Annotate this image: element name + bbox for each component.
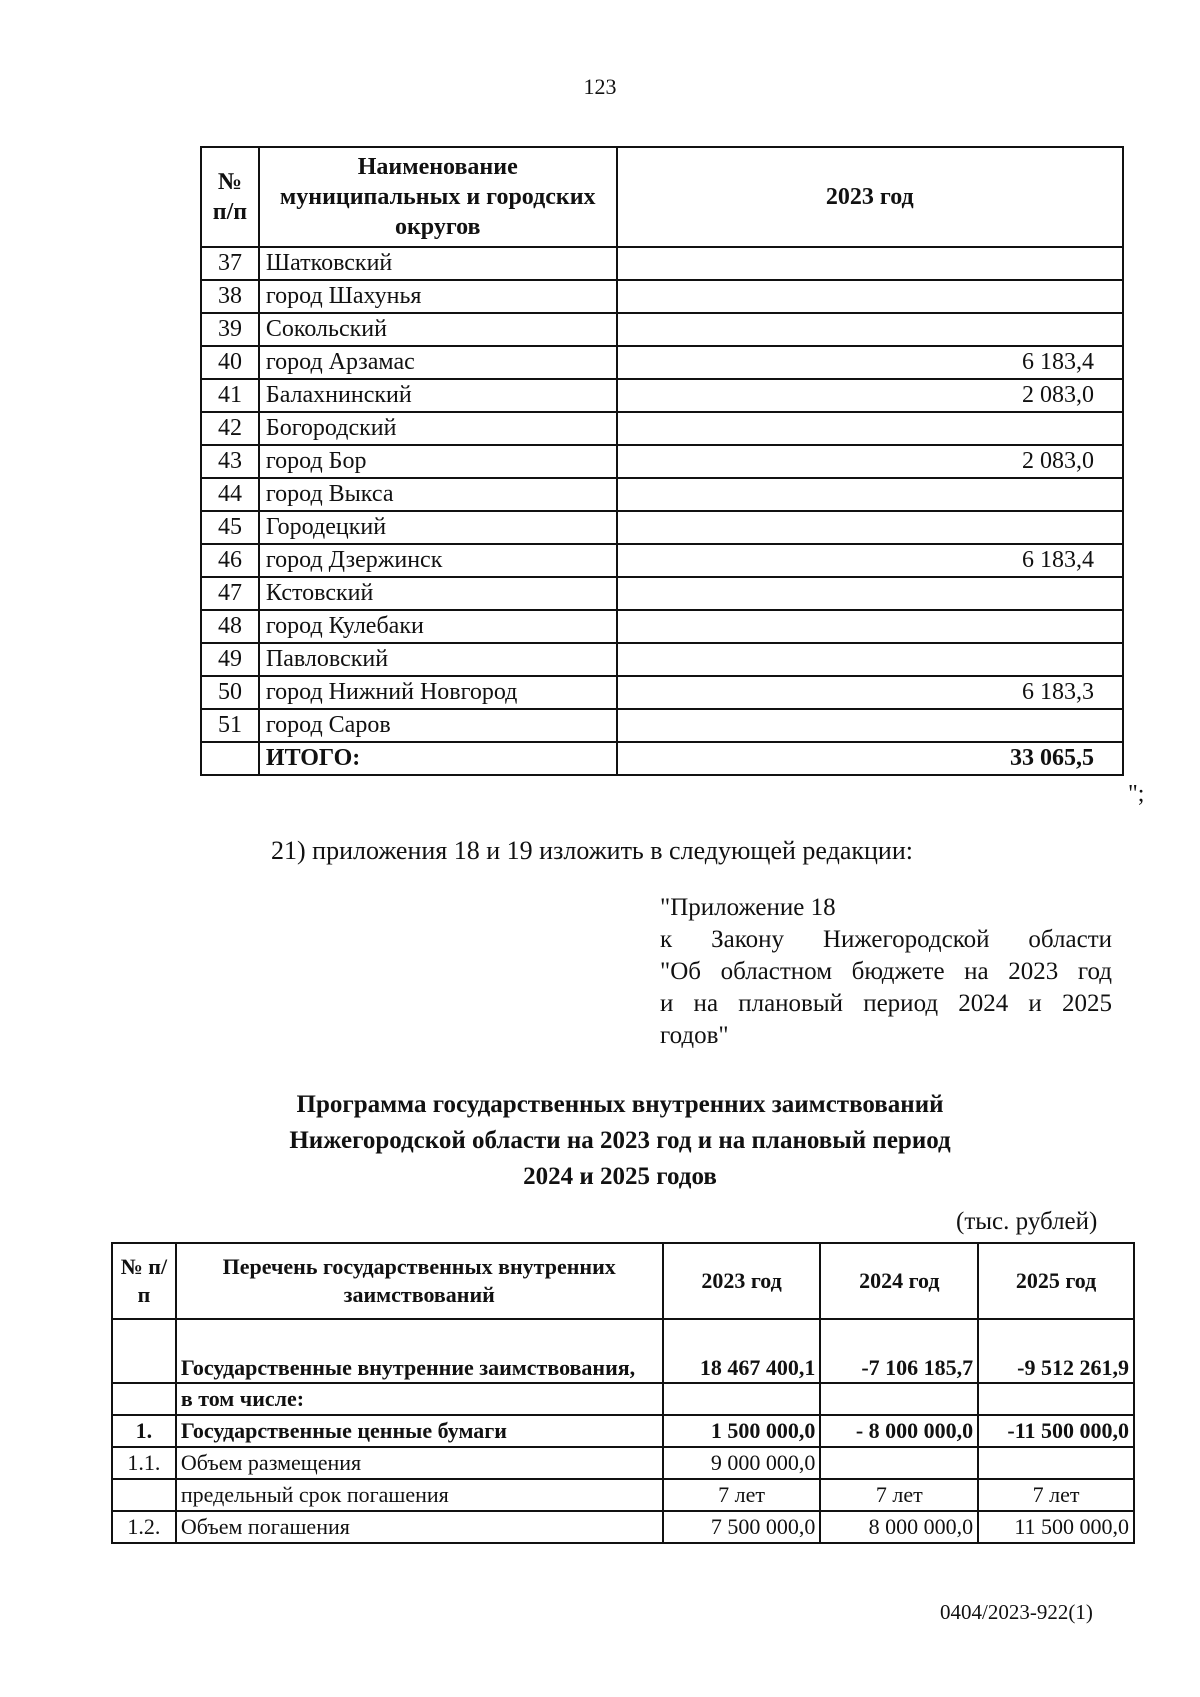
row-name: город Арзамас [259,346,617,379]
annex-header [660,892,1112,1052]
row-label: Государственные внутренние заимствования, [176,1319,663,1383]
amendment-item: 21) приложения 18 и 19 изложить в следующей редакции: [271,836,913,865]
row-value-2024 [820,1447,978,1479]
row-value [617,709,1123,742]
row-value-2023: 7 лет [663,1479,821,1511]
row-value-2025 [978,1383,1134,1415]
header-num: № п/п [112,1243,176,1319]
header-num: № п/п [201,147,259,247]
table-row [201,412,1123,445]
table-row [112,1415,1134,1447]
total-row [201,742,1123,775]
program-title [180,1087,1060,1195]
row-num: 40 [201,346,259,379]
row-value-2023: 7 500 000,0 [663,1511,821,1543]
row-num [112,1319,176,1383]
document-code: 0404/2023-922(1) [940,1600,1093,1624]
row-label: предельный срок погашения [176,1479,663,1511]
row-value-2024: 7 лет [820,1479,978,1511]
table-row [112,1383,1134,1415]
table-row [112,1479,1134,1511]
row-name: город Шахунья [259,280,617,313]
header-name: Наименование муниципальных и городских округов [259,147,617,247]
row-num: 51 [201,709,259,742]
row-value [617,478,1123,511]
table-row [201,577,1123,610]
table-row [112,1511,1134,1543]
row-value: 6 183,3 [617,676,1123,709]
page-number: 123 [583,74,617,99]
row-num: 44 [201,478,259,511]
row-name: город Выкса [259,478,617,511]
row-label: в том числе: [176,1383,663,1415]
annex-line: "Приложение 18 [660,894,836,921]
row-name: город Нижний Новгород [259,676,617,709]
table-header-row [112,1243,1134,1319]
header-2025: 2025 год [978,1243,1134,1319]
row-value [617,643,1123,676]
row-num: 49 [201,643,259,676]
total-num [201,742,259,775]
row-value [617,247,1123,280]
row-value-2025: -9 512 261,9 [978,1319,1134,1383]
row-value-2025 [978,1447,1134,1479]
table-row [201,511,1123,544]
table-row [201,313,1123,346]
row-label: Объем размещения [176,1447,663,1479]
total-label: ИТОГО: [259,742,617,775]
row-num: 42 [201,412,259,445]
row-value [617,577,1123,610]
row-name: Шатковский [259,247,617,280]
row-num: 1.2. [112,1511,176,1543]
row-num: 38 [201,280,259,313]
row-name: Городецкий [259,511,617,544]
table-row [201,478,1123,511]
row-num: 1. [112,1415,176,1447]
table-row [201,610,1123,643]
row-label: Государственные ценные бумаги [176,1415,663,1447]
table-row [201,346,1123,379]
row-num: 50 [201,676,259,709]
row-name: город Бор [259,445,617,478]
row-name: Богородский [259,412,617,445]
row-name: Кстовский [259,577,617,610]
row-num: 48 [201,610,259,643]
row-name: город Дзержинск [259,544,617,577]
row-value-2024: -7 106 185,7 [820,1319,978,1383]
title-line: Программа государственных внутренних заимствований [296,1091,944,1118]
row-value-2025: -11 500 000,0 [978,1415,1134,1447]
table-row [201,280,1123,313]
row-value-2025: 11 500 000,0 [978,1511,1134,1543]
row-name: Павловский [259,643,617,676]
table-row [201,544,1123,577]
annex-line: и на плановый период 2024 и 2025 [660,990,1112,1017]
row-num: 43 [201,445,259,478]
table-header-row [201,147,1123,247]
table-row [201,379,1123,412]
table-row [201,247,1123,280]
allocation-table [200,146,1124,776]
units-label: (тыс. рублей) [956,1208,1098,1235]
row-label: Объем погашения [176,1511,663,1543]
table-row [112,1447,1134,1479]
row-value-2023 [663,1383,821,1415]
row-value-2023: 18 467 400,1 [663,1319,821,1383]
row-num: 46 [201,544,259,577]
header-2024: 2024 год [820,1243,978,1319]
annex-line: годов" [660,1022,729,1049]
row-value [617,280,1123,313]
row-value [617,511,1123,544]
row-name: город Кулебаки [259,610,617,643]
row-num: 47 [201,577,259,610]
row-value [617,412,1123,445]
total-value: 33 065,5 [617,742,1123,775]
row-value: 2 083,0 [617,445,1123,478]
row-num: 39 [201,313,259,346]
annex-line: "Об областном бюджете на 2023 год [660,958,1112,985]
row-value: 6 183,4 [617,544,1123,577]
table-row [201,676,1123,709]
row-value: 2 083,0 [617,379,1123,412]
row-value [617,313,1123,346]
title-line: 2024 и 2025 годов [523,1163,717,1190]
row-value-2025: 7 лет [978,1479,1134,1511]
row-value [617,610,1123,643]
row-name: Сокольский [259,313,617,346]
row-value-2023: 9 000 000,0 [663,1447,821,1479]
title-line: Нижегородской области на 2023 год и на плановый период [289,1127,951,1154]
row-num: 41 [201,379,259,412]
table-row [112,1319,1134,1383]
row-num [112,1383,176,1415]
row-value-2024 [820,1383,978,1415]
row-name: Балахнинский [259,379,617,412]
header-2023: 2023 год [663,1243,821,1319]
row-name: город Саров [259,709,617,742]
row-value: 6 183,4 [617,346,1123,379]
table-row [201,445,1123,478]
table-row [201,643,1123,676]
row-num: 45 [201,511,259,544]
row-value-2024: 8 000 000,0 [820,1511,978,1543]
quote-close-mark: "; [1128,781,1145,807]
table-row [201,709,1123,742]
row-num: 1.1. [112,1447,176,1479]
header-year: 2023 год [617,147,1123,247]
row-num: 37 [201,247,259,280]
row-num [112,1479,176,1511]
row-value-2024: - 8 000 000,0 [820,1415,978,1447]
header-list: Перечень государственных внутренних заимствований [176,1243,663,1319]
row-value-2023: 1 500 000,0 [663,1415,821,1447]
borrowings-table [111,1242,1135,1544]
annex-line: к Закону Нижегородской области [660,926,1112,953]
